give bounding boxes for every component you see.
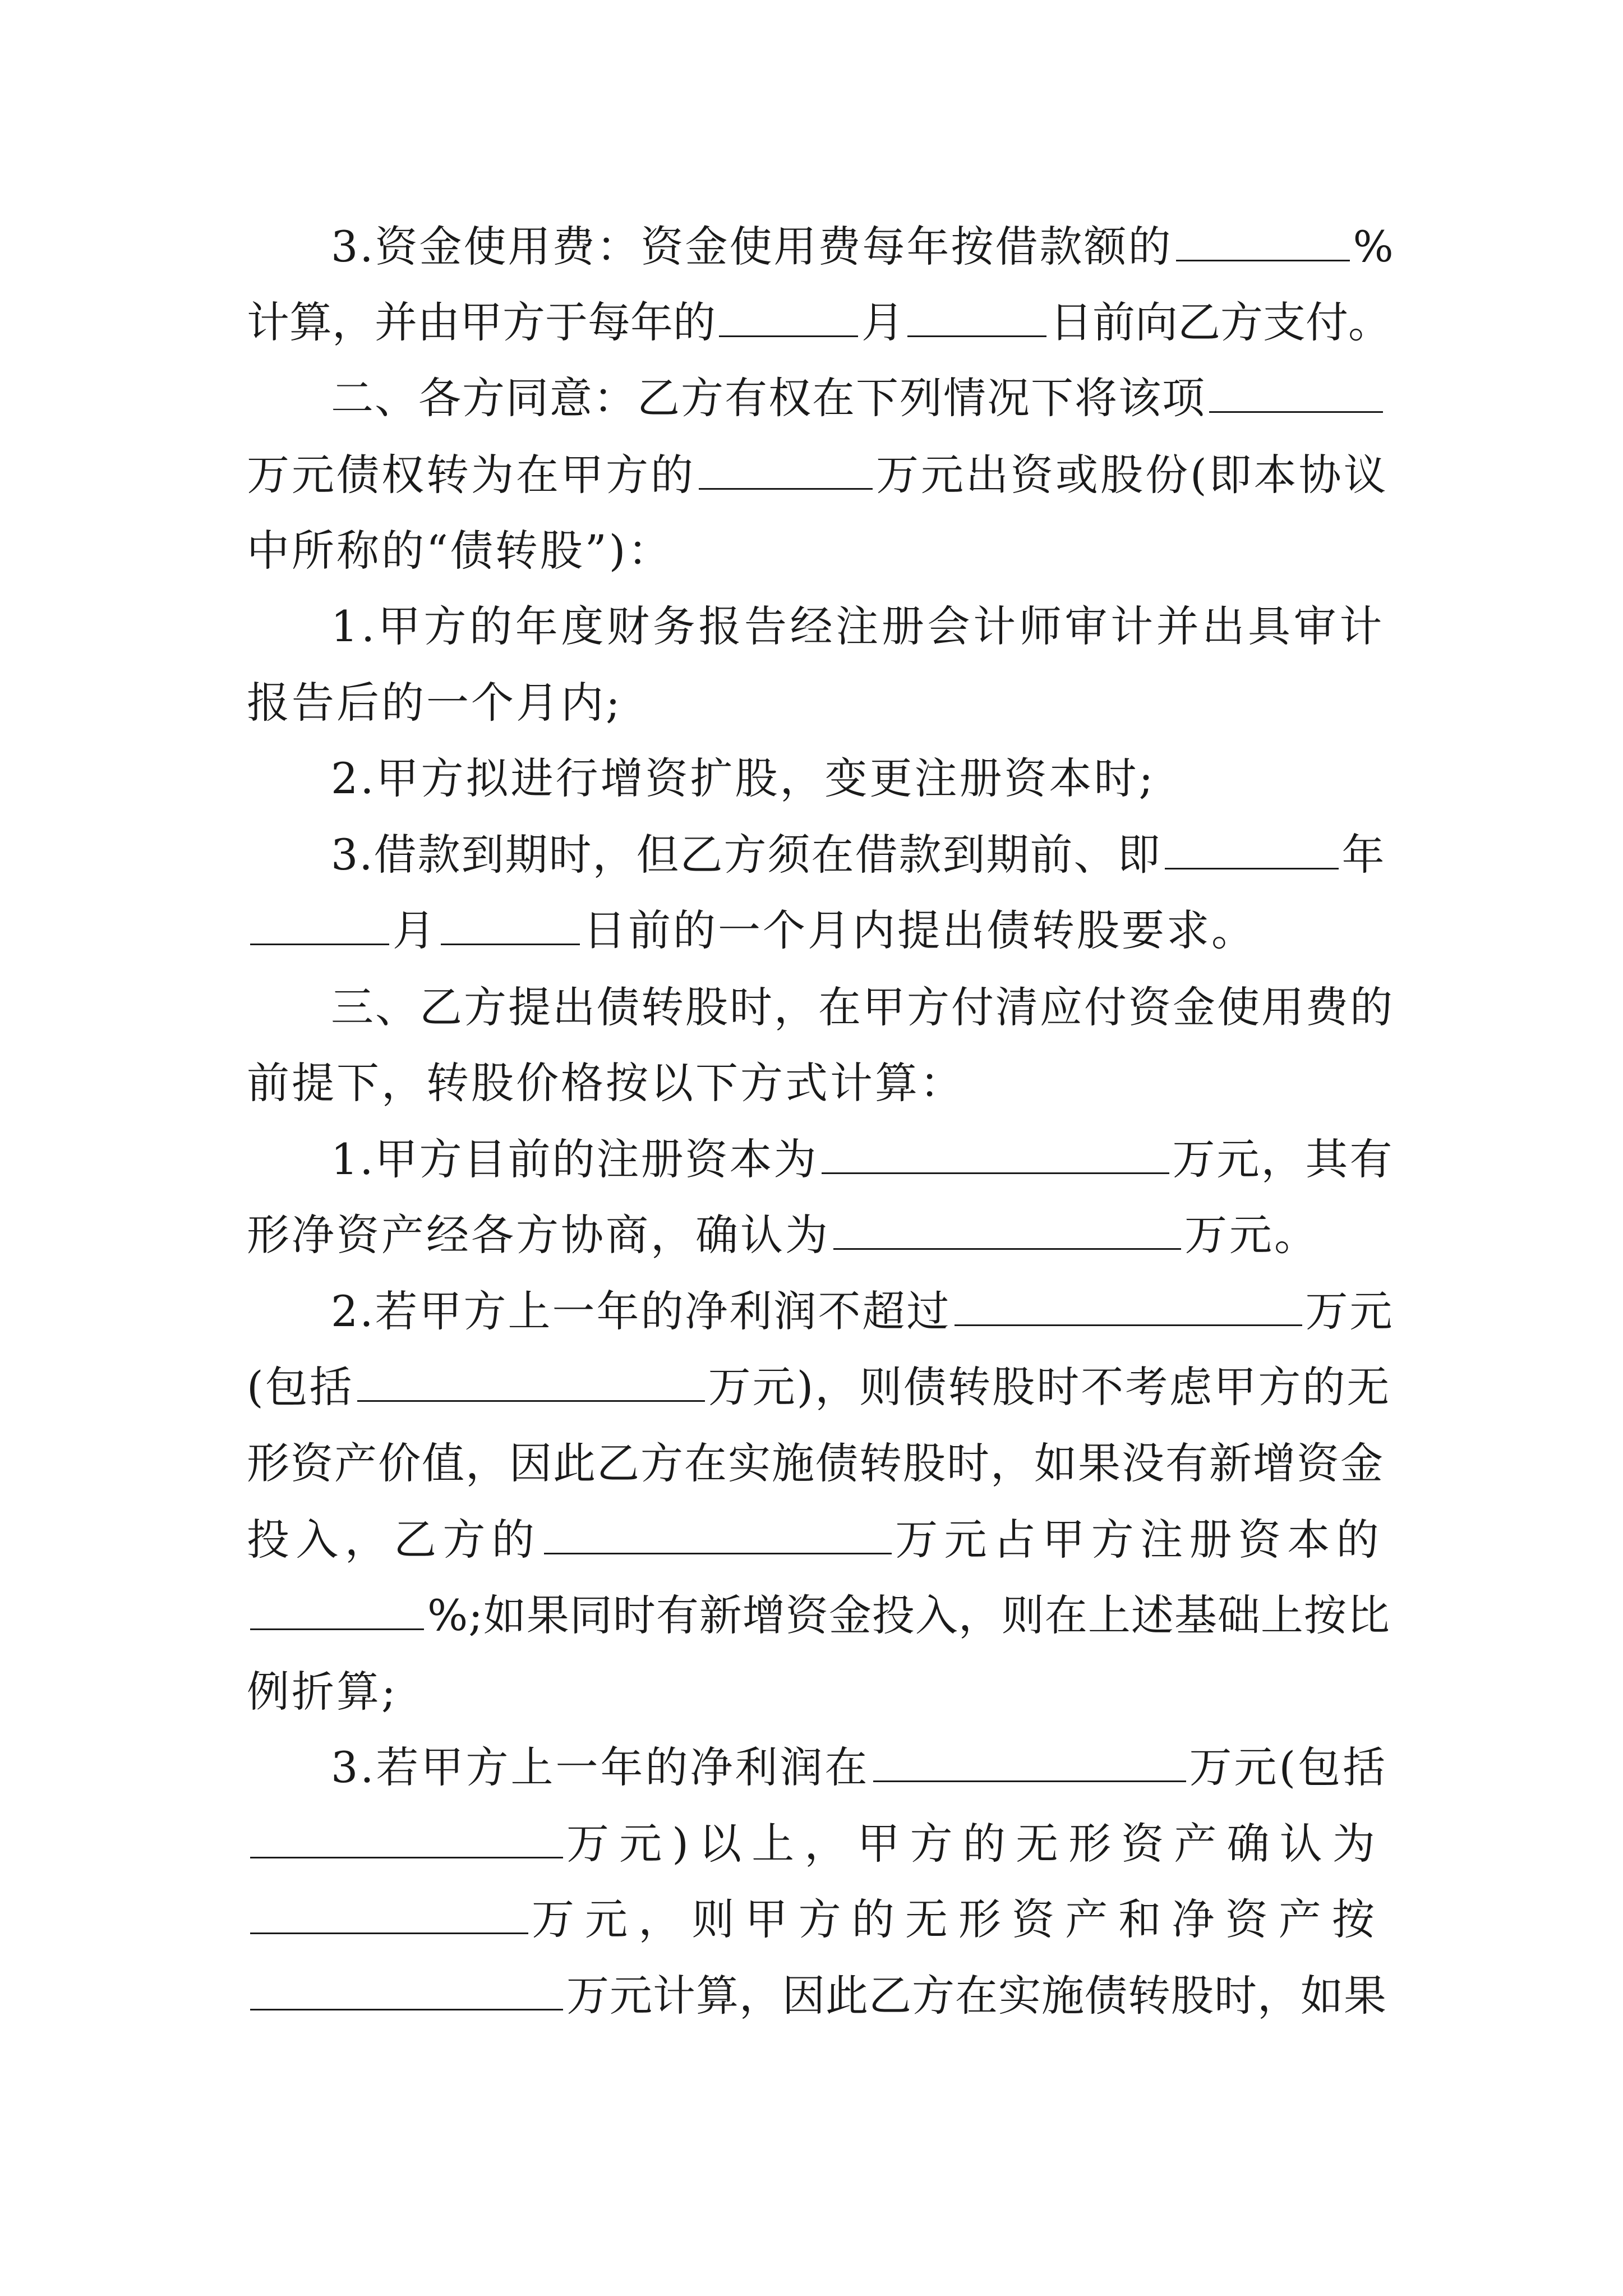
text-run: 二、各方同意：乙方有权在下列情况下将该项 [331, 373, 1206, 423]
fill-in-blank [833, 1209, 1181, 1250]
fill-in-blank [357, 1361, 705, 1402]
text-run: (包括 [247, 1362, 354, 1412]
text-run: %;如果同时有新增资金投入，则在上述基础上按比 [427, 1590, 1390, 1640]
text-run: 万元债权转为在甲方的 [247, 450, 695, 500]
text-run: 报告后的一个月内; [247, 678, 623, 728]
paragraph-line [331, 370, 1386, 426]
paragraph-line [331, 751, 1155, 807]
text-run: 3.资金使用费：资金使用费每年按借款额的 [331, 222, 1173, 272]
paragraph-line [331, 599, 1385, 655]
paragraph-line [247, 1816, 1385, 1872]
fill-in-blank [250, 1589, 424, 1630]
fill-in-blank [822, 1133, 1169, 1174]
fill-in-blank [250, 904, 389, 945]
paragraph-line [247, 1968, 1387, 2024]
text-run: 月 [393, 905, 437, 955]
paragraph-line [247, 1892, 1385, 1948]
paragraph-line [331, 979, 1394, 1036]
text-run: 形资产价值，因此乙方在实施债转股时，如果没有新增资金 [247, 1438, 1384, 1488]
paragraph-line [247, 1359, 1391, 1415]
text-run: 万元。 [1184, 1210, 1319, 1260]
paragraph-line [247, 903, 1256, 959]
paragraph-line [331, 1283, 1394, 1340]
text-run: 中所称的“债转股”)： [247, 526, 673, 576]
text-run: 万元(包括 [1189, 1742, 1388, 1792]
text-run: 万元计算，因此乙方在实施债转股时，如果 [566, 1971, 1387, 2021]
paragraph-line [247, 523, 672, 579]
paragraph-line [331, 1740, 1387, 1796]
fill-in-blank [1165, 829, 1339, 869]
paragraph-line [247, 1055, 965, 1111]
text-run: 日前的一个月内提出债转股要求。 [583, 905, 1256, 955]
text-run: 三、乙方提出债转股时，在甲方付清应付资金使用费的 [331, 982, 1394, 1032]
paragraph-line [247, 1435, 1384, 1492]
text-run: 万元)，则债转股时不考虑甲方的无 [708, 1362, 1391, 1412]
text-run: 万元，则甲方的无形资产和净资产按 [532, 1894, 1385, 1944]
fill-in-blank [719, 296, 858, 337]
paragraph-line [331, 1131, 1394, 1188]
paragraph-line [247, 295, 1391, 351]
paragraph-line [247, 1207, 1319, 1263]
paragraph-line [247, 447, 1389, 503]
text-run: 1.甲方目前的注册资本为 [331, 1134, 818, 1184]
text-run: 日前向乙方支付。 [1050, 297, 1391, 347]
text-run: 形净资产经各方协商，确认为 [247, 1210, 830, 1260]
fill-in-blank [955, 1285, 1302, 1326]
paragraph-line [247, 1512, 1385, 1568]
text-run: 3.借款到期时，但乙方须在借款到期前、即 [331, 830, 1161, 880]
paragraph-line [331, 219, 1395, 275]
paragraph-line [247, 675, 623, 731]
text-run: 2.甲方拟进行增资扩股，变更注册资本时; [331, 753, 1156, 803]
paragraph-line [331, 827, 1386, 883]
fill-in-blank [544, 1513, 892, 1554]
text-run: % [1353, 222, 1395, 272]
fill-in-blank [873, 1741, 1186, 1782]
text-run: 1.甲方的年度财务报告经注册会计师审计并出具审计 [331, 601, 1385, 651]
fill-in-blank [1209, 372, 1383, 413]
fill-in-blank [699, 449, 873, 490]
fill-in-blank [250, 1893, 528, 1934]
paragraph-line [247, 1664, 398, 1720]
fill-in-blank [1176, 220, 1350, 261]
fill-in-blank [250, 1970, 563, 2010]
text-run: 年 [1341, 830, 1386, 880]
text-run: 2.若甲方上一年的净利润不超过 [331, 1286, 951, 1336]
text-run: 月 [861, 297, 904, 347]
text-run: 万元 [1305, 1286, 1394, 1336]
text-run: 万元占甲方注册资本的 [895, 1515, 1385, 1565]
text-run: 3.若甲方上一年的净利润在 [331, 1742, 870, 1792]
fill-in-blank [907, 296, 1046, 337]
text-run: 例折算; [247, 1667, 398, 1717]
paragraph-line [247, 1588, 1390, 1644]
text-run: 前提下，转股价格按以下方式计算： [247, 1058, 965, 1108]
fill-in-blank [250, 1818, 563, 1858]
text-run: 万元)以上，甲方的无形资产确认为 [566, 1819, 1385, 1869]
text-run: 计算，并由甲方于每年的 [247, 297, 716, 347]
fill-in-blank [441, 904, 580, 945]
text-run: 万元出资或股份(即本协议 [876, 450, 1389, 500]
text-run: 投入，乙方的 [247, 1515, 541, 1565]
text-run: 万元，其有 [1172, 1134, 1394, 1184]
